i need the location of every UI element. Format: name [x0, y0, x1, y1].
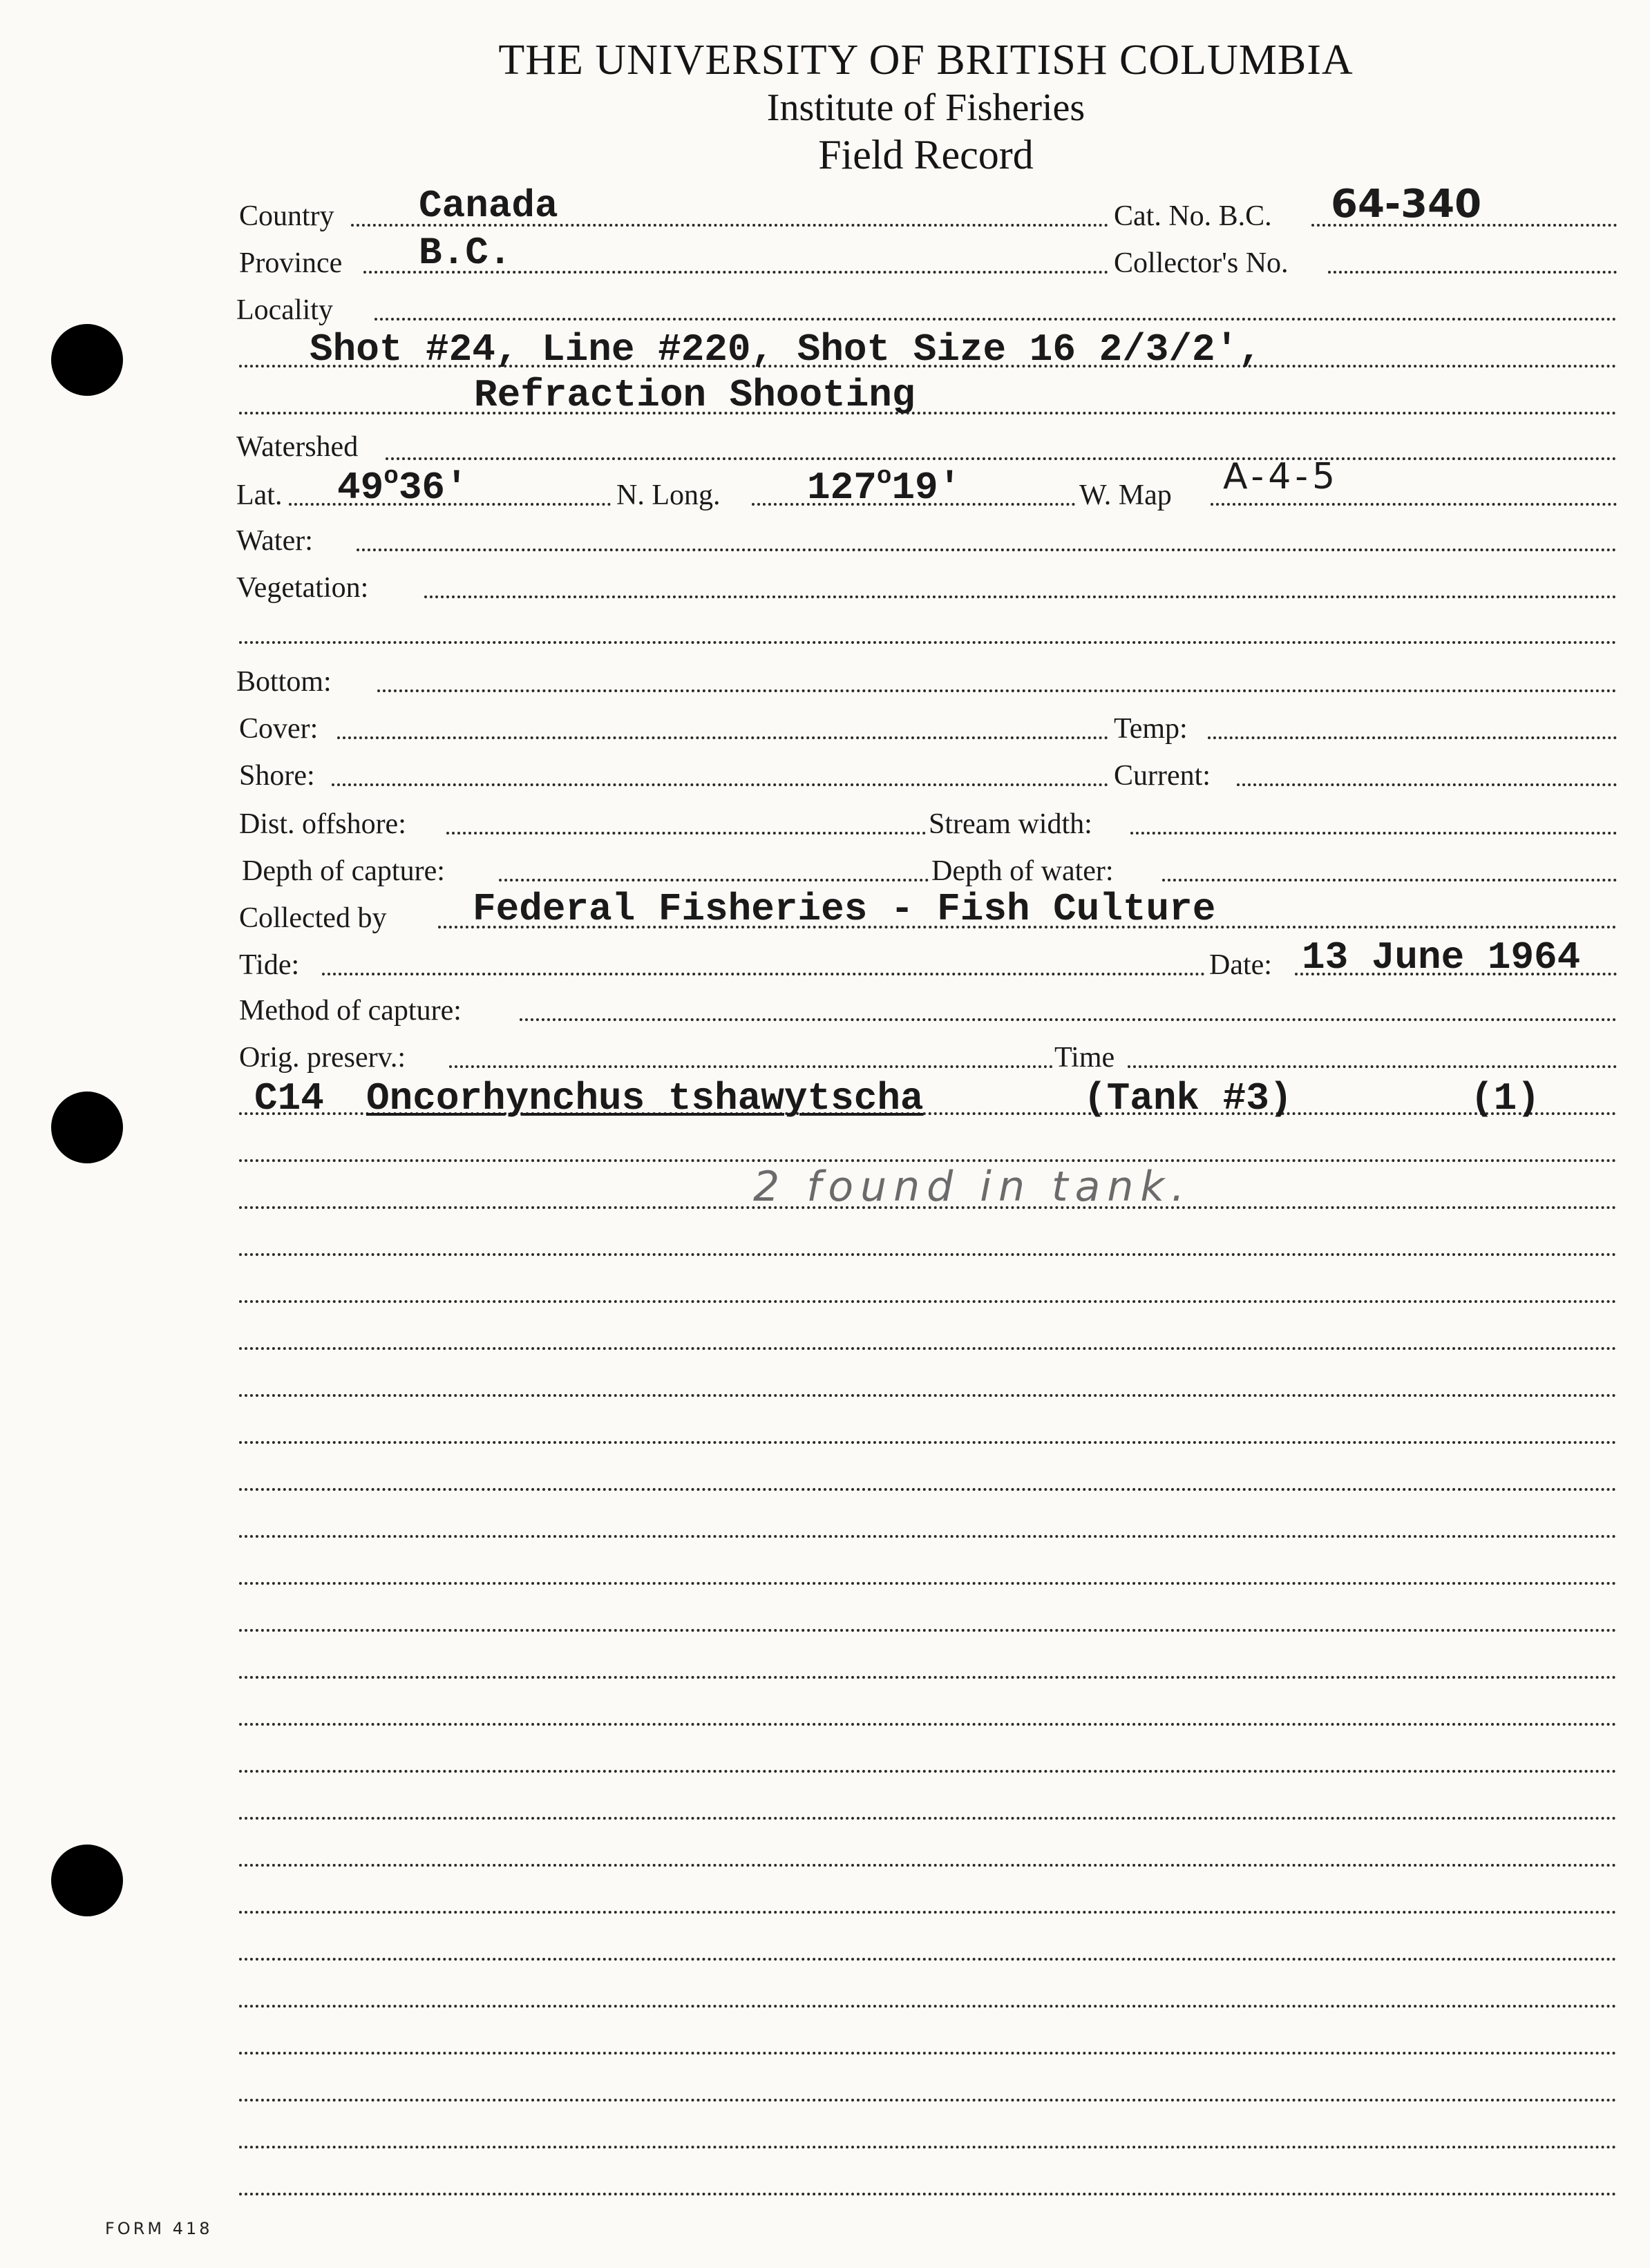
lat-label: Lat. — [236, 479, 283, 511]
cover-line — [337, 736, 1108, 739]
map-line — [1211, 503, 1617, 506]
tide-line — [322, 973, 1205, 975]
specimen-code: C14 — [254, 1076, 324, 1121]
long-degrees: 127 — [807, 466, 877, 510]
punch-hole-middle — [51, 1092, 123, 1163]
punch-hole-top — [51, 324, 123, 396]
ruled-line — [239, 1676, 1617, 1679]
ruled-line — [239, 1629, 1617, 1632]
ruled-line — [239, 1253, 1617, 1256]
ruled-line — [239, 2052, 1617, 2055]
ruled-line — [239, 2005, 1617, 2008]
degree-symbol-icon: o — [383, 462, 399, 490]
bottom-line — [377, 689, 1617, 692]
locality-value-line2: Refraction Shooting — [474, 373, 916, 417]
vegetation-label: Vegetation: — [236, 572, 369, 604]
ruled-line — [239, 1911, 1617, 1914]
lat-value — [337, 462, 468, 510]
specimen-count: (1) — [1470, 1076, 1540, 1121]
watershed-label: Watershed — [236, 431, 359, 463]
ruled-line — [239, 1347, 1617, 1350]
shore-line — [332, 783, 1108, 786]
depth-of-capture-line — [499, 879, 929, 882]
form-number: FORM 418 — [105, 2219, 213, 2238]
lat-minutes: 36' — [398, 466, 468, 510]
temp-line — [1208, 736, 1617, 739]
orig-preserv-line — [449, 1065, 1053, 1068]
dist-offshore-line — [446, 832, 926, 835]
depth-of-water-label: Depth of water: — [931, 855, 1114, 887]
tide-label: Tide: — [239, 949, 300, 981]
ruled-line — [239, 1300, 1617, 1303]
specimen-name: Oncorhynchus tshawytscha — [366, 1076, 924, 1121]
date-value: 13 June 1964 — [1302, 935, 1581, 980]
ruled-line — [239, 1864, 1617, 1867]
country-label: Country — [239, 200, 334, 232]
method-of-capture-label: Method of capture: — [239, 995, 462, 1027]
handwritten-note: 2 found in tank. — [753, 1163, 1192, 1211]
cover-label: Cover: — [239, 713, 319, 745]
ruled-line — [239, 1394, 1617, 1397]
watershed-line — [386, 457, 1617, 460]
country-value: Canada — [419, 184, 558, 228]
collected-by-label: Collected by — [239, 902, 387, 934]
ruled-line — [239, 1159, 1617, 1162]
locality-value-line1: Shot #24, Line #220, Shot Size 16 2/3/2', — [310, 327, 1262, 372]
degree-symbol-icon: o — [876, 462, 892, 490]
ruled-line — [239, 1582, 1617, 1585]
punch-hole-bottom — [51, 1845, 123, 1916]
long-value — [807, 462, 962, 510]
map-value: A-4-5 — [1223, 456, 1340, 497]
water-line — [357, 549, 1617, 551]
collectors-no-line — [1328, 271, 1617, 274]
ruled-line — [239, 1535, 1617, 1538]
current-line — [1237, 783, 1617, 786]
vegetation-line-2 — [239, 641, 1617, 644]
shore-label: Shore: — [239, 760, 315, 792]
orig-preserv-label: Orig. preserv.: — [239, 1042, 406, 1074]
lat-degrees: 49 — [337, 466, 384, 510]
n-long-label: N. Long. — [616, 479, 721, 511]
method-of-capture-line — [520, 1018, 1617, 1021]
ruled-line — [239, 1770, 1617, 1773]
time-label: Time — [1054, 1042, 1115, 1074]
cat-no-label: Cat. No. B.C. — [1114, 200, 1272, 232]
cat-no-value: 64-340 — [1331, 182, 1482, 227]
ruled-line — [239, 2193, 1617, 2195]
ruled-line — [239, 2099, 1617, 2102]
province-value: B.C. — [419, 231, 512, 275]
vegetation-line — [424, 595, 1617, 598]
long-minutes: 19' — [891, 466, 962, 510]
depth-of-capture-label: Depth of capture: — [242, 855, 445, 887]
time-line — [1128, 1065, 1617, 1068]
temp-label: Temp: — [1114, 713, 1188, 745]
ruled-line — [239, 1958, 1617, 1961]
date-label: Date: — [1209, 949, 1272, 981]
ruled-line — [239, 2146, 1617, 2148]
depth-of-water-line — [1162, 879, 1617, 882]
locality-line-0 — [374, 318, 1617, 321]
province-label: Province — [239, 247, 343, 279]
collected-by-value: Federal Fisheries - Fish Culture — [473, 887, 1216, 931]
locality-line-2 — [239, 412, 1617, 414]
ruled-line — [239, 1488, 1617, 1491]
form-title: Field Record — [818, 132, 1034, 178]
w-map-label: W. Map — [1079, 479, 1172, 511]
specimen-tank: (Tank #3) — [1083, 1076, 1293, 1121]
bottom-label: Bottom: — [236, 666, 332, 698]
ruled-line — [239, 1817, 1617, 1820]
water-label: Water: — [236, 525, 313, 557]
department-title: Institute of Fisheries — [766, 86, 1085, 129]
locality-label: Locality — [236, 294, 333, 326]
current-label: Current: — [1114, 760, 1211, 792]
dist-offshore-label: Dist. offshore: — [239, 808, 406, 840]
stream-width-line — [1130, 832, 1617, 835]
institution-title: THE UNIVERSITY OF BRITISH COLUMBIA — [498, 37, 1354, 84]
ruled-line — [239, 1723, 1617, 1726]
collectors-no-label: Collector's No. — [1114, 247, 1289, 279]
ruled-line — [239, 1441, 1617, 1444]
stream-width-label: Stream width: — [929, 808, 1092, 840]
